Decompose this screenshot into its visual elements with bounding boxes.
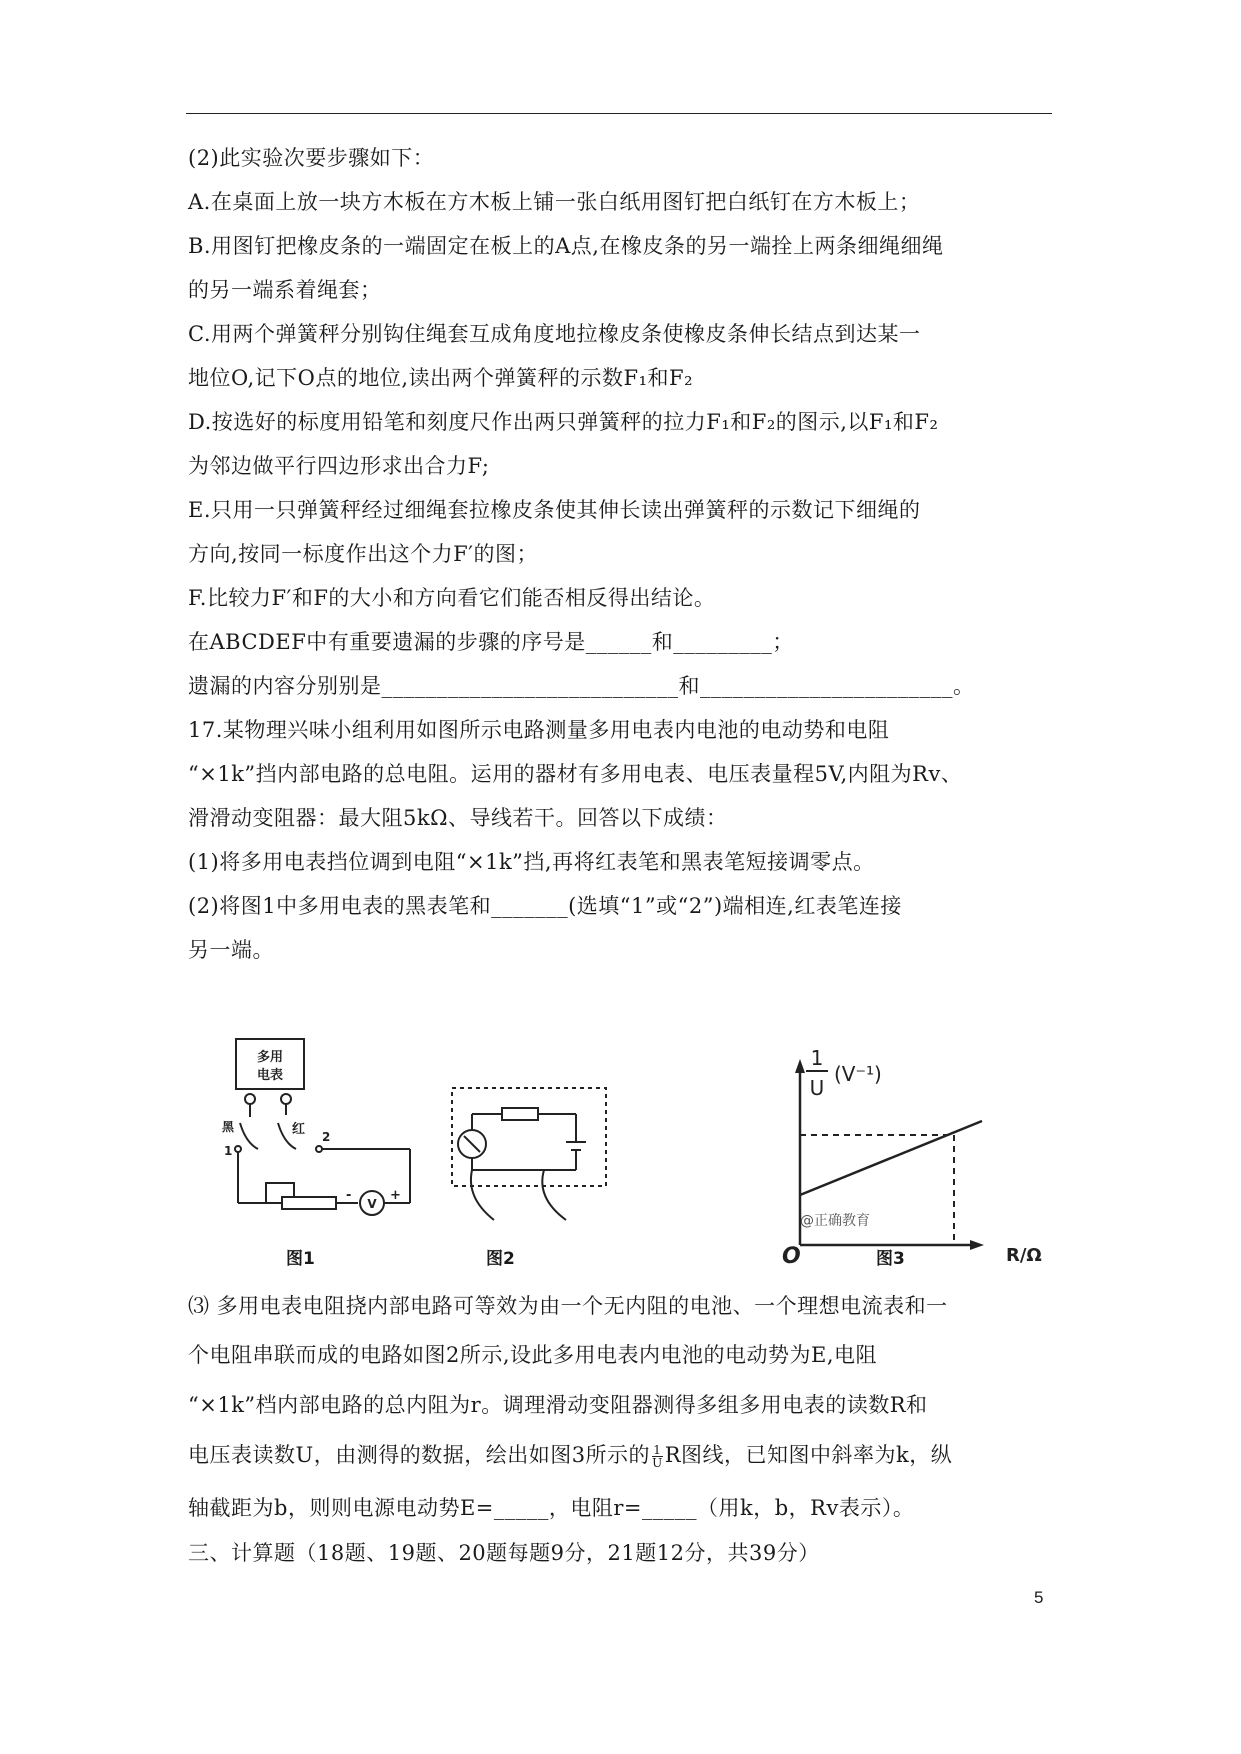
text-line: D.按选好的标度用铅笔和刻度尺作出两只弹簧秤的拉力F₁和F₂的图示,以F₁和F₂	[188, 410, 939, 434]
voltmeter-minus: -	[346, 1188, 352, 1203]
red-probe-label: 红	[292, 1122, 306, 1137]
figure-1-caption: 图1	[286, 1249, 315, 1269]
circuit-figure-1	[222, 1025, 452, 1245]
blank-question-line: 在ABCDEF中有重要遗漏的步骤的序号是______和_________；	[188, 630, 794, 654]
meter-label-2: 电表	[256, 1068, 284, 1083]
text-line: 轴截距为b，则则电源电动势E=_____，电阻r=_____（用k，b，Rv表示）。	[188, 1496, 915, 1520]
y-axis-numerator: 1	[810, 1046, 824, 1070]
text-line-with-fraction	[188, 1440, 952, 1470]
text-line: 方向,按同一标度作出这个力F′的图；	[188, 542, 539, 566]
blank-question-line: 遗漏的内容分别别是___________________________和_______________________。	[188, 674, 975, 698]
section-heading: 三、计算题（18题、19题、20题每题9分，21题12分，共39分）	[188, 1541, 820, 1565]
text-line: (2)此实验次要步骤如下：	[188, 146, 435, 170]
graph-figure-3	[770, 1045, 1070, 1265]
terminal-2-label: 2	[322, 1130, 331, 1144]
inline-fraction	[652, 1444, 663, 1469]
rheostat	[282, 1197, 336, 1209]
text-line: E.只用一只弹簧秤经过细绳套拉橡皮条使其伸长读出弹簧秤的示数记下细绳的	[188, 498, 921, 522]
y-axis-unit: (V⁻¹)	[834, 1062, 882, 1086]
text-line: F.比较力F′和F的大小和方向看它们能否相反得出结论。	[188, 586, 716, 610]
text-after-fraction: R图线，已知图中斜率为k，纵	[664, 1443, 953, 1467]
figure-2-caption: 图2	[486, 1249, 515, 1269]
voltmeter-plus: +	[390, 1188, 401, 1203]
text-line: 个电阻串联而成的电路如图2所示,设此多用电表内电池的电动势为E,电阻	[188, 1343, 878, 1367]
text-line: (2)将图1中多用电表的黑表笔和_______(选填“1”或“2”)端相连,红表笔连接	[188, 894, 902, 918]
voltmeter-label: V	[367, 1197, 377, 1211]
figure-3-caption: 图3	[876, 1249, 905, 1269]
text-line: 滑滑动变阻器：最大阻5kΩ、导线若干。回答以下成绩：	[188, 806, 728, 830]
probe-lead-right	[542, 1170, 566, 1220]
internal-resistor	[502, 1108, 538, 1120]
black-probe-label: 黑	[222, 1120, 235, 1134]
text-line: 为邻边做平行四边形求出合力F;	[188, 454, 490, 478]
probe-lead-left	[471, 1170, 494, 1220]
x-axis-label: R/Ω	[1006, 1245, 1042, 1265]
question-17-title: 17.某物理兴味小组利用如图所示电路测量多用电表内电池的电动势和电阻	[188, 718, 890, 742]
text-line: “×1k”挡内部电路的总电阻。运用的器材有多用电表、电压表量程5V,内阻为Rv、	[188, 762, 963, 786]
text-line: B.用图钉把橡皮条的一端固定在板上的A点,在橡皮条的另一端拴上两条细绳细绳	[188, 234, 944, 258]
text-line: “×1k”档内部电路的总内阻为r。调理滑动变阻器测得多组多用电表的读数R和	[188, 1393, 928, 1417]
text-line: (1)将多用电表挡位调到电阻“×1k”挡,再将红表笔和黑表笔短接调零点。	[188, 850, 875, 874]
text-line: C.用两个弹簧秤分别钩住绳套互成角度地拉橡皮条使橡皮条伸长结点到达某一	[188, 322, 921, 346]
fraction-denominator: U	[652, 1456, 663, 1470]
circuit-figure-2	[444, 1080, 614, 1230]
black-probe	[240, 1123, 258, 1149]
header-rule	[186, 113, 1052, 114]
dashed-enclosure	[452, 1088, 606, 1186]
meter-label-1: 多用	[256, 1050, 284, 1065]
y-axis-denominator: U	[809, 1076, 825, 1100]
text-line: 的另一端系着绳套；	[188, 278, 382, 302]
terminal-1-label: 1	[224, 1144, 233, 1158]
text-line: A.在桌面上放一块方木板在方木板上铺一张白纸用图钉把白纸钉在方木板上；	[188, 190, 921, 214]
watermark: @正确教育	[800, 1213, 870, 1229]
text-line: 地位O,记下O点的地位,读出两个弹簧秤的示数F₁和F₂	[188, 366, 694, 390]
page-number: 5	[1034, 1588, 1044, 1607]
origin-label: O	[782, 1244, 801, 1265]
text-line: ⑶ 多用电表电阻挠内部电路可等效为由一个无内阻的电池、一个理想电流表和一	[188, 1294, 948, 1318]
text-before-fraction: 电压表读数U，由测得的数据，绘出如图3所示的	[188, 1443, 651, 1467]
text-line: 另一端。	[188, 938, 274, 962]
fraction-numerator: 1	[653, 1443, 662, 1457]
